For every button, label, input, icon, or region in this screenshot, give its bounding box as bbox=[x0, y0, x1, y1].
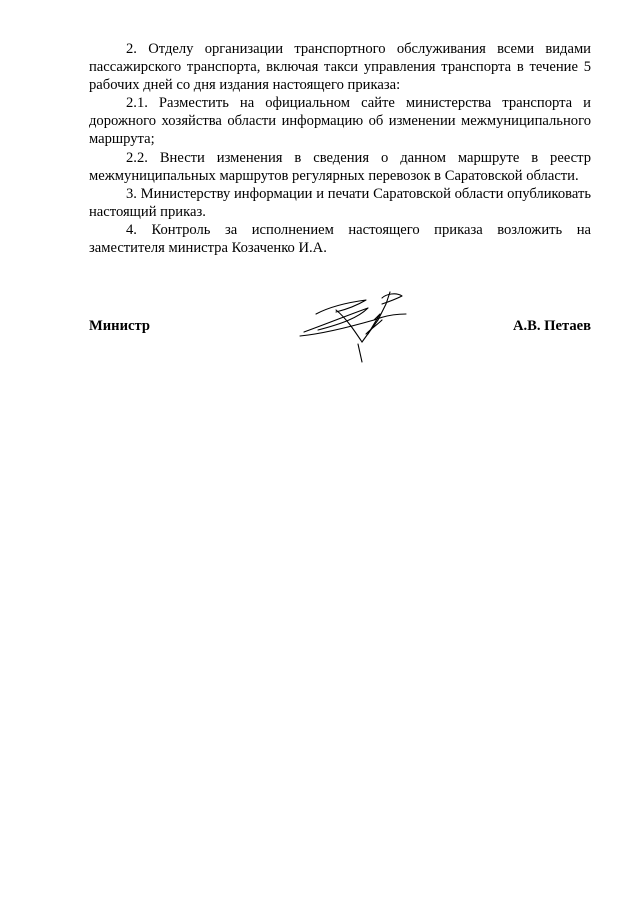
paragraph-2-2: 2.2. Внести изменения в сведения о данном маршруте в реестр межмуниципальных маршрутов регулярных перевозок в Саратовской области. bbox=[89, 149, 591, 184]
signature-block bbox=[89, 318, 591, 342]
paragraph-2-1: 2.1. Разместить на официальном сайте министерства транспорта и дорожного хозяйства области информацию об изменении межмуниципального маршрута; bbox=[89, 95, 591, 148]
order-body bbox=[89, 40, 591, 257]
signatory-name: А.В. Петаев bbox=[512, 318, 591, 334]
paragraph-2: 2. Отделу организации транспортного обслуживания всеми видами пассажирского транспорта, включая такси управления транспорта в течение 5 рабочих дней со дня издания настоящего приказа: bbox=[89, 41, 591, 94]
paragraph-4: 4. Контроль за исполнением настоящего приказа возложить на заместителя министра Козаченко И.А. bbox=[89, 221, 591, 257]
signatory-title: Министр bbox=[89, 318, 150, 334]
paragraph-3: 3. Министерству информации и печати Саратовской области опубликовать настоящий приказ. bbox=[89, 185, 591, 220]
